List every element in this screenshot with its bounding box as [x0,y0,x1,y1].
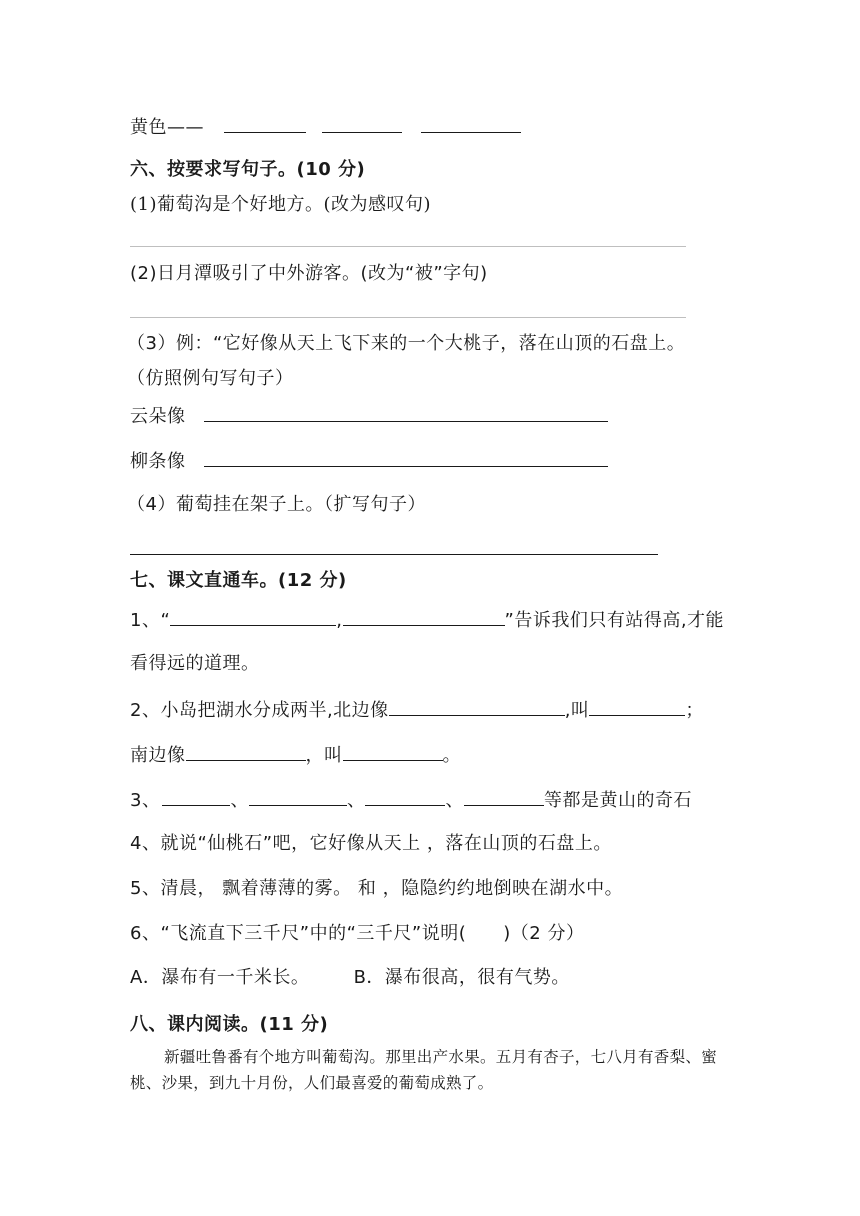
answer-blank[interactable] [249,787,347,806]
reading-passage: 新疆吐鲁番有个地方叫葡萄沟。那里出产水果。五月有杏子，七八月有香梨、蜜桃、沙果，到九十月份，人们最喜爱的葡萄成熟了。 [130,1048,718,1092]
section-6-question-1: (1)葡萄沟是个好地方。(改为感叹句) [130,194,432,215]
answer-blank[interactable] [204,403,608,422]
section-6-question-3a [130,403,608,429]
answer-blank[interactable] [186,742,306,761]
section-7-title: 七、课文直通车。(12 分) [130,570,347,591]
answer-blank[interactable] [343,742,443,761]
answer-blank[interactable] [343,607,505,626]
section-6-question-2: (2)日月潭吸引了中外游客。(改为“被”字句) [130,263,488,284]
answer-blank[interactable] [389,697,565,716]
section-7-question-1-continued: 看得远的道理。 [130,653,260,674]
section-8-title: 八、课内阅读。(11 分) [130,1014,329,1035]
section-6-question-3: （3）例：“它好像从天上飞下来的一个大桃子，落在山顶的石盘上。 [127,333,686,354]
question-text: ； [685,700,704,721]
question-text: 。 [442,745,461,766]
answer-blank[interactable] [464,787,544,806]
answer-blank[interactable] [170,607,336,626]
section-7-question-3 [130,787,692,813]
option-b[interactable]: B．瀑布很高，很有气势。 [353,967,570,988]
question-text: ,叫 [564,700,590,721]
question-text: 、 [230,790,249,811]
section-7-question-1 [130,607,724,633]
question-text: 等都是黄山的奇石 [543,790,692,811]
answer-line[interactable] [130,246,686,247]
section-7-question-2-continued [130,742,461,768]
section-7-question-2 [130,697,704,723]
question-text: 、 [445,790,464,811]
answer-blank[interactable] [162,787,230,806]
answer-blank[interactable] [224,114,306,133]
answer-blank[interactable] [322,114,402,133]
answer-line[interactable] [130,317,686,318]
question-text: 、 [346,790,366,811]
question-text: ”告诉我们只有站得高,才能 [504,610,725,631]
question-text: 2、小岛把湖水分成两半,北边像 [130,700,389,721]
prompt-text: 柳条像 [130,451,186,472]
answer-blank[interactable] [589,697,685,716]
section-7-question-4: 4、就说“仙桃石”吧，它好像从天上 ，落在山顶的石盘上。 [130,833,612,854]
question-text: 3、 [130,790,161,811]
section-6-title: 六、按要求写句子。(10 分) [130,159,366,180]
prompt-text: 云朵像 [130,406,186,427]
section-7-question-6-options [130,966,570,990]
answer-blank[interactable] [365,787,445,806]
section-6-question-3-instruction: （仿照例句写句子） [127,368,294,389]
answer-line[interactable] [130,554,658,555]
option-a[interactable]: A．瀑布有一千米长。 [130,967,310,988]
answer-blank[interactable] [421,114,521,133]
question-text: , [336,610,343,631]
color-row-label: 黄色—— [130,117,204,138]
section-7-question-5: 5、清晨， 飘着薄薄的雾。 和 ，隐隐约约地倒映在湖水中。 [130,878,624,899]
question-text: 1、“ [130,610,171,631]
color-row [130,114,521,140]
question-text: 南边像 [130,745,186,766]
section-6-question-4: （4）葡萄挂在架子上。（扩写句子） [127,494,426,515]
question-text: ，叫 [305,745,343,766]
answer-blank[interactable] [204,448,608,467]
section-7-question-6: 6、“飞流直下三千尺”中的“三千尺”说明( )（2 分） [130,923,585,944]
section-6-question-3b [130,448,608,474]
